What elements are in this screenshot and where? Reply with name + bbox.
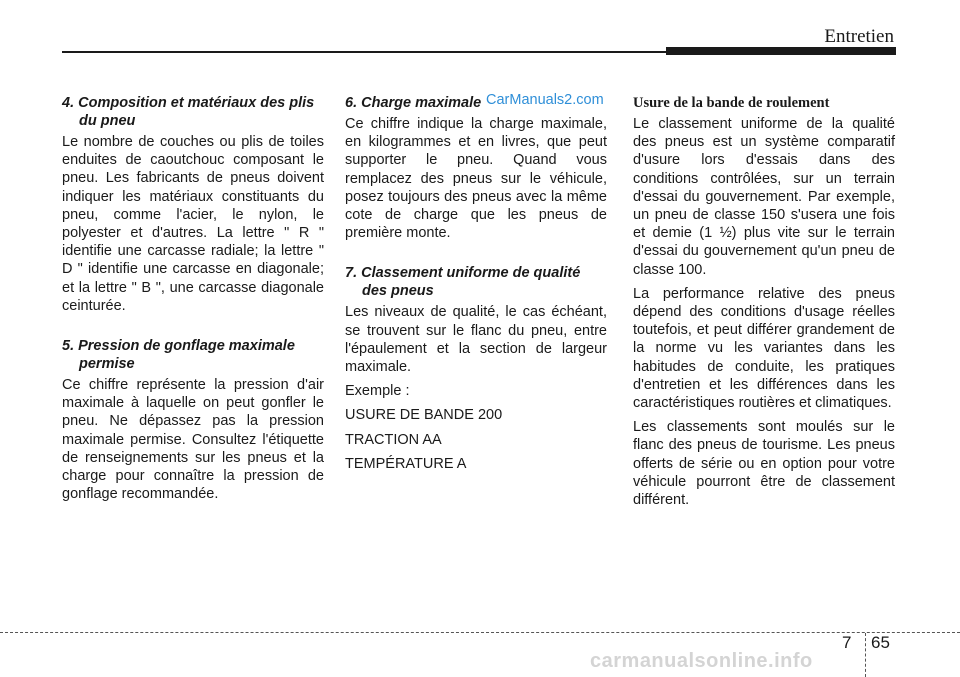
chapter-number: 7 (842, 633, 852, 652)
paragraph-treadwear-1: Le classement uniforme de la qualité des pneus est un système comparatif d'usure lors d'essais dans des conditions contrôlées, sur un terrain d'essai du gouvernement. Par exemple, un pneu de classe 150 s'usera une fois et demie (1 ½) plus vite sur le terrain d'essai du gouvernement qu'un pneu de classe 100. (633, 116, 895, 278)
paragraph-treadwear-2: La performance relative des pneus dépend des conditions d'usage réelles toutefois, et peut différer grandement de la norme vu les variantes dans les habitudes de conduite, les pratiques d'entretien et les différences dans les caractéristiques routières et climatiques. (633, 285, 895, 412)
example-traction: TRACTION AA (345, 431, 442, 448)
column-middle (345, 94, 607, 479)
header-rule (62, 51, 666, 53)
section-title: Entretien (824, 26, 894, 47)
footer-divider (0, 632, 960, 633)
page-number: 65 (871, 633, 890, 652)
paragraph-treadwear-3: Les classements sont moulés sur le flanc des pneus de tourisme. Les pneus offerts de série ou en option pour votre véhicule pourront être de classement différent. (633, 419, 895, 509)
footer-watermark: carmanualsonline.info (590, 650, 813, 672)
paragraph-composition: Le nombre de couches ou plis de toiles enduites de caoutchouc composant le pneu. Les fabricants de pneus doivent indiquer les matériaux constituants du pneu, comme l'acier, le nylon, le polyester et d'autres. La lettre " R " identifie une carcasse radiale; la lettre " D " identifie une carcasse en diagonale; et la lettre " B ", une carcasse diagonale ceinturée. (62, 134, 324, 314)
watermark-link[interactable]: CarManuals2.com (486, 92, 604, 108)
header-rule-bar (666, 47, 896, 55)
paragraph-pressure: Ce chiffre représente la pression d'air maximale à laquelle on peut gonfler le pneu. Ne dépassez pas la pression maximale permise. Consultez l'étiquette de renseignements sur les pneus et la charge pour connaître la pression de gonflage recommandée. (62, 377, 324, 503)
heading-treadwear: Usure de la bande de roulement (633, 95, 830, 111)
heading-pressure: 5. Pression de gonflage maximale permise (62, 338, 295, 373)
column-left (62, 94, 324, 509)
paragraph-load: Ce chiffre indique la charge maximale, en kilogrammes et en livres, que peut supporter le pneu. Quand vous remplacez des pneus sur le véhicule, posez toujours des pneus avec la même cote de charge que les pneus de première monte. (345, 116, 607, 242)
paragraph-quality: Les niveaux de qualité, le cas échéant, se trouvent sur le flanc du pneu, entre l'épaulement et la section de largeur maximale. (345, 304, 607, 376)
example-temperature: TEMPÉRATURE A (345, 455, 467, 472)
example-label: Exemple : (345, 383, 410, 400)
example-treadwear: USURE DE BANDE 200 (345, 407, 503, 424)
heading-load: 6. Charge maximale (345, 95, 482, 111)
heading-quality: 7. Classement uniforme de qualité des pneus (345, 265, 581, 300)
footer-page-separator (865, 633, 866, 677)
column-right (633, 94, 895, 515)
heading-composition: 4. Composition et matériaux des plis du pneu (62, 95, 315, 129)
